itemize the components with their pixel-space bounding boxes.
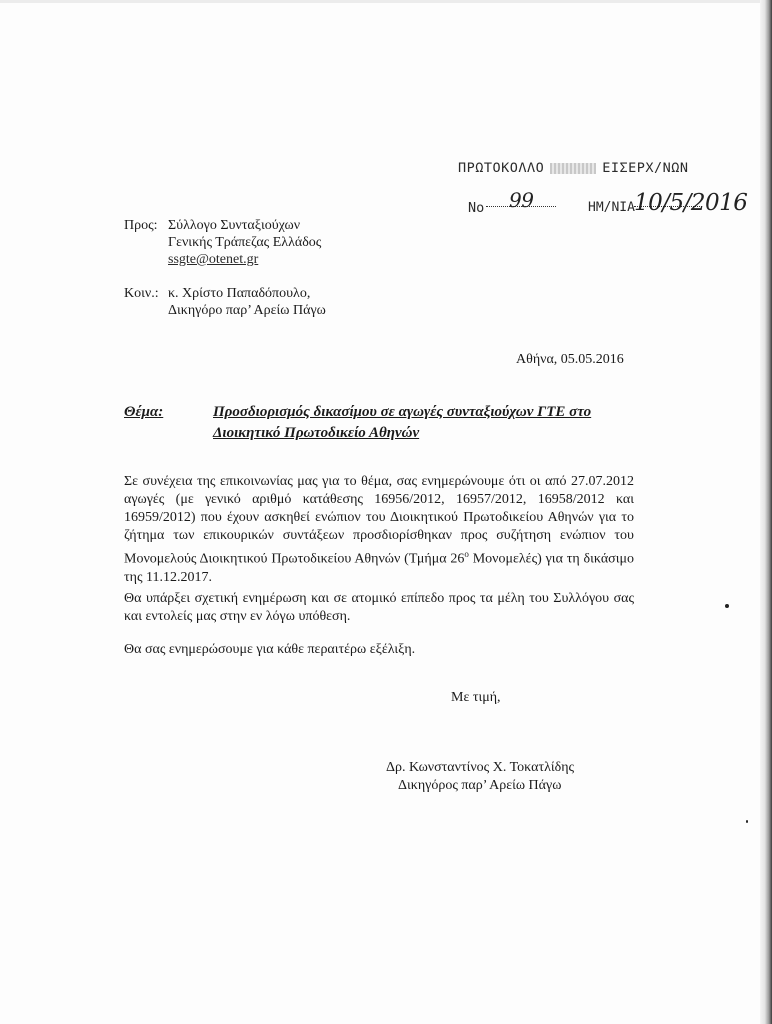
cc-line: κ. Χρίστο Παπαδόπουλο,	[168, 286, 311, 301]
stamp-smudge	[550, 163, 596, 174]
body-paragraph-1-text: Σε συνέχεια της επικοινωνίας μας για το θέμα, σας ενημερώνουμε ότι οι από 27.07.2012 αγωγές (με γενικό αριθμό κατάθεσης 16956/2012, 16957/2012, 16958/2012 και 16959/2012) που έχουν ασκηθεί ενώπιον του Διοικητικού Πρωτοδικείου Αθηνών για το ζήτημα των επικουρικών συντάξεων προσδιορίσθηκαν προς συζήτηση ενώπιον του Μονομελούς Διοικητικού Πρωτοδικείου Αθηνών (Τμήμα 26	[124, 474, 634, 567]
subject-line-2: Διοικητικό Πρωτοδικείο Αθηνών	[213, 425, 420, 441]
signature-title: Δικηγόρος παρ’ Αρείω Πάγω	[398, 778, 562, 793]
closing-text: Με τιμή,	[451, 690, 501, 705]
protocol-stamp	[458, 156, 748, 228]
body-paragraph-1-end: Μονομελές) για τη δικάσιμο της 11.12.2017.	[124, 551, 634, 585]
recipient-line: Σύλλογο Συνταξιούχων	[168, 218, 301, 233]
stamp-incoming-label: ΕΙΣΕΡΧ/ΝΩΝ	[602, 160, 689, 176]
cc-line: Δικηγόρο παρ’ Αρείω Πάγω	[168, 303, 326, 318]
recipient-email-link[interactable]: ssgte@otenet.gr	[168, 252, 259, 267]
scan-speck	[725, 604, 729, 608]
subject-line-1: Προσδιορισμός δικασίμου σε αγωγές συνταξιούχων ΓΤΕ στο	[213, 404, 592, 420]
subject-text	[213, 402, 653, 444]
body-paragraph-2: Θα υπάρξει σχετική ενημέρωση και σε ατομικό επίπεδο προς τα μέλη του Συλλόγου σας και εντολείς μας στην εν λόγω υπόθεση.	[124, 591, 634, 624]
scan-speck	[746, 820, 748, 823]
ordinal-superscript: ο	[464, 549, 469, 559]
stamp-number-handwritten: 99	[509, 188, 534, 212]
body-paragraph-1	[124, 473, 634, 587]
stamp-header	[458, 160, 689, 176]
stamp-no-label: No	[468, 200, 485, 216]
letter-date: Αθήνα, 05.05.2016	[516, 352, 624, 367]
stamp-date-handwritten: 10/5/2016	[634, 190, 748, 216]
scan-right-edge	[760, 0, 772, 1024]
cc-label: Κοιν.:	[124, 286, 159, 301]
recipient-line: Γενικής Τράπεζας Ελλάδος	[168, 235, 322, 250]
recipient-label: Προς:	[124, 218, 158, 233]
body-paragraph-3: Θα σας ενημερώσουμε για κάθε περαιτέρω εξέλιξη.	[124, 642, 416, 657]
stamp-protocol-label: ΠΡΩΤΟΚΟΛΛΟ	[458, 160, 545, 176]
subject-label: Θέμα:	[124, 404, 164, 420]
signature-name: Δρ. Κωνσταντίνος Χ. Τοκατλίδης	[386, 760, 575, 775]
stamp-date-label: ΗΜ/ΝΙΑ	[588, 200, 635, 215]
scan-top-edge	[0, 0, 772, 3]
